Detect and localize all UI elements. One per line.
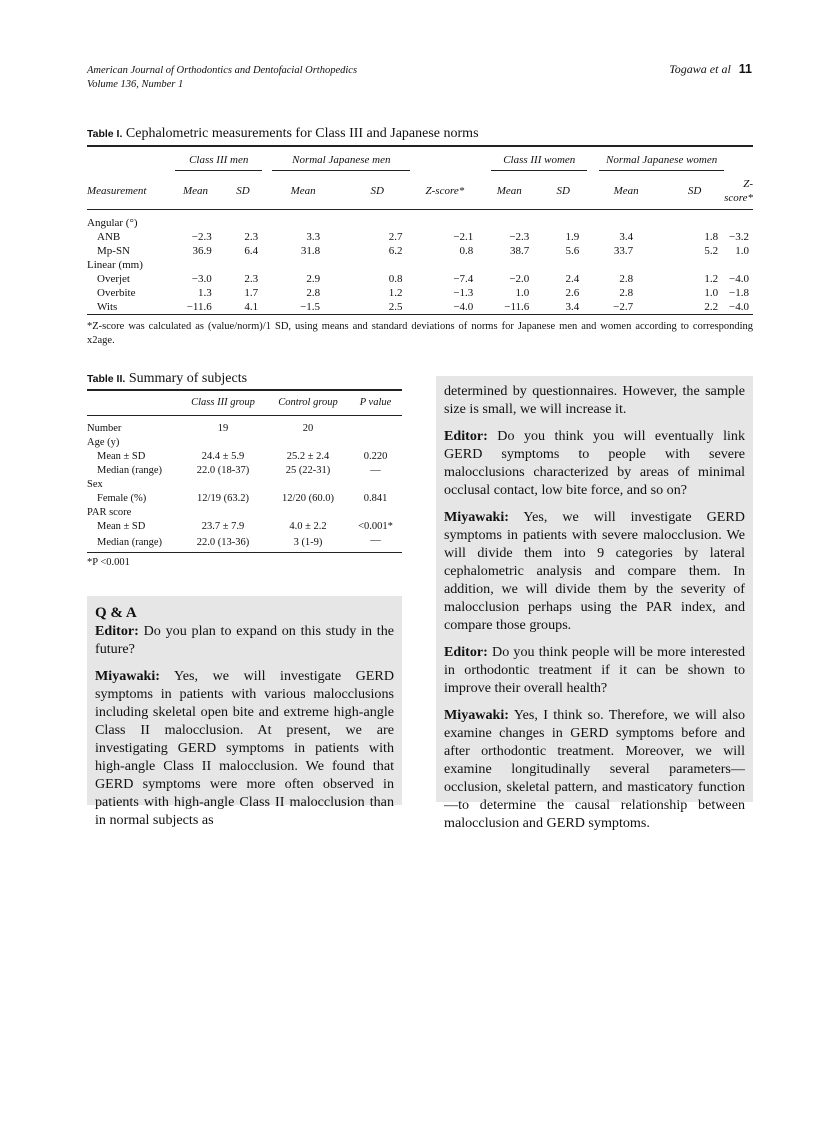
table-cell: −11.6 — [186, 301, 212, 313]
table-cell: 1.0 — [704, 287, 719, 299]
table-cell: −3.0 — [191, 273, 212, 285]
speaker: Miyawaki: — [444, 509, 509, 525]
qa-box-right — [436, 376, 753, 831]
table-cell: 3.3 — [306, 231, 321, 243]
table-cell: 20 — [302, 423, 314, 434]
group-header: Class III men — [175, 153, 262, 171]
table-cell — [344, 210, 410, 231]
table-cell — [539, 210, 587, 231]
table-cell: −2.3 — [191, 231, 212, 243]
table-row — [87, 450, 402, 464]
table-1-footnote: *Z-score was calculated as (value/norm)/1 SD, using means and standard deviations of norms for Japanese men and women according to corresponding x2age. — [87, 321, 753, 346]
table-cell — [262, 258, 344, 272]
table-cell: −2.1 — [453, 231, 474, 243]
authors: Togawa et al — [669, 62, 731, 76]
table-cell: 1.0 — [735, 245, 749, 257]
qa-text: Yes, I think so. Therefore, we will also examine changes in GERD symptoms before and after orthodontic treatment. Moreover, we will examine longitudinally several parameters—occlusion, skeletal pattern, and masticatory function—to determine the causal relationship between malocclusion and GERD symptoms. — [444, 707, 745, 831]
column-header: P value — [359, 397, 392, 408]
table-cell — [167, 258, 223, 272]
row-label: Angular (°) — [87, 217, 138, 229]
table-cell — [224, 210, 262, 231]
qa-paragraph — [444, 643, 745, 697]
column-header: Mean — [183, 185, 209, 197]
table-cell — [349, 416, 402, 437]
table-cell: 33.7 — [613, 245, 634, 257]
table-cell — [262, 210, 344, 231]
table-cell — [179, 506, 267, 520]
table-cell — [724, 258, 753, 272]
table-cell: — — [370, 465, 381, 476]
table-cell: 2.8 — [619, 287, 634, 299]
qa-text: Do you think you will eventually link GERD symptoms to people with severe malocclusions characterized by areas of minimal occlusal contact, low bite force, and so on? — [444, 428, 745, 498]
table-cell: 3 (1-9) — [293, 537, 323, 548]
column-header: Z-score* — [724, 178, 753, 204]
speaker: Editor: — [95, 623, 139, 639]
table-cell: 6.4 — [244, 245, 259, 257]
qa-paragraph — [444, 508, 745, 634]
row-label: Wits — [97, 301, 118, 313]
table-cell: 24.4 ± 5.9 — [201, 451, 245, 462]
table-cell — [267, 436, 349, 450]
qa-paragraph — [444, 427, 745, 499]
table-row — [87, 244, 753, 258]
table-row — [87, 520, 402, 534]
table-cell: 4.0 ± 2.2 — [289, 521, 327, 532]
group-header: Normal Japanese women — [599, 153, 724, 171]
table-cell: 0.220 — [363, 451, 388, 462]
table-cell — [665, 210, 724, 231]
table-row — [87, 534, 402, 552]
table-cell: −7.4 — [453, 273, 474, 285]
table-cell — [587, 210, 665, 231]
table-cell — [479, 258, 539, 272]
row-label: Overbite — [97, 287, 136, 299]
qa-box-left — [87, 596, 402, 828]
table-cell: 2.3 — [244, 231, 259, 243]
table-cell: 36.9 — [192, 245, 212, 257]
table-cell: 23.7 ± 7.9 — [201, 521, 245, 532]
table-cell: 4.1 — [244, 301, 259, 313]
column-header: Class III group — [191, 397, 255, 408]
row-label: Median (range) — [97, 537, 163, 548]
table-row — [87, 416, 402, 437]
qa-text: Yes, we will investigate GERD symptoms in patients with various malocclusions including skeletal open bite and extreme high-angle Class II malocclusion. At present, we are investigating GERD symptoms in patients with high-angle Class II malocclusion. We found that GERD symptoms were more often observed in patients with high-angle Class II malocclusion than in normal subjects as — [95, 668, 394, 828]
table-cell: −1.8 — [729, 287, 749, 299]
speaker: Editor: — [444, 644, 488, 660]
table-cell — [267, 478, 349, 492]
table-cell: 22.0 (13-36) — [196, 537, 250, 548]
row-label: PAR score — [87, 507, 132, 518]
table-cell: 2.9 — [306, 273, 321, 285]
table-cell — [410, 210, 479, 231]
table-cell: 2.2 — [704, 301, 719, 313]
table-row — [87, 210, 753, 231]
table-row — [87, 478, 402, 492]
running-header-author — [669, 62, 752, 77]
table-cell: 12/20 (60.0) — [282, 493, 334, 504]
table-cell: 3.4 — [565, 301, 580, 313]
table-row — [87, 258, 753, 272]
table-cell: −4.0 — [729, 301, 749, 313]
table-cell: 1.7 — [244, 287, 259, 299]
table-cell: −2.7 — [613, 301, 634, 313]
table-cell — [724, 210, 753, 231]
table-cell: 2.8 — [619, 273, 634, 285]
qa-title: Q & A — [95, 605, 137, 621]
table-2-footnote: *P <0.001 — [87, 557, 130, 568]
qa-paragraph — [95, 622, 394, 658]
table-2 — [87, 371, 402, 570]
table-cell: 12/19 (63.2) — [197, 493, 249, 504]
column-header: Mean — [290, 185, 316, 197]
speaker: Editor: — [444, 428, 488, 444]
table-cell: 1.0 — [515, 287, 530, 299]
table-cell: <0.001* — [358, 521, 393, 532]
row-label: Age (y) — [87, 437, 120, 448]
table-cell — [179, 478, 267, 492]
table-cell — [167, 210, 223, 231]
table-2-caption: Table II. Summary of subjects — [87, 371, 248, 386]
table-row — [87, 230, 753, 244]
column-header: SD — [236, 185, 250, 197]
column-header: Mean — [613, 185, 639, 197]
row-label: Mp-SN — [97, 245, 131, 257]
column-header: SD — [556, 185, 570, 197]
table-cell: 1.9 — [565, 231, 580, 243]
table-cell — [344, 258, 410, 272]
table-cell: −2.0 — [509, 273, 530, 285]
table-cell — [349, 478, 402, 492]
table-cell: 1.8 — [704, 231, 719, 243]
page-number: 11 — [738, 62, 752, 76]
column-header: Control group — [278, 397, 338, 408]
row-label: Median (range) — [97, 465, 163, 476]
qa-paragraph — [444, 382, 745, 418]
table-cell: 2.8 — [306, 287, 321, 299]
table-cell — [410, 258, 479, 272]
table-cell: 5.2 — [704, 245, 719, 257]
table-cell — [224, 258, 262, 272]
table-cell: 3.4 — [619, 231, 634, 243]
table-cell — [267, 506, 349, 520]
column-header: Measurement — [87, 185, 147, 197]
table-cell: 2.6 — [565, 287, 580, 299]
group-header: Normal Japanese men — [272, 153, 410, 171]
column-header — [87, 390, 179, 416]
table-cell — [479, 210, 539, 231]
table-cell — [349, 506, 402, 520]
table-cell — [349, 436, 402, 450]
group-header: Class III women — [491, 153, 587, 171]
table-cell — [665, 258, 724, 272]
qa-paragraph — [95, 667, 394, 829]
table-row — [87, 506, 402, 520]
table-cell: −2.3 — [509, 231, 530, 243]
table-cell: 31.8 — [300, 245, 321, 257]
row-label: Mean ± SD — [97, 521, 146, 532]
table-cell — [587, 258, 665, 272]
table-cell: 1.2 — [388, 287, 403, 299]
table-cell: 2.5 — [388, 301, 403, 313]
table-cell: 25 (22-31) — [285, 465, 331, 476]
table-cell: −3.2 — [729, 231, 749, 243]
table-cell: 0.8 — [459, 245, 474, 257]
table-cell: −1.5 — [300, 301, 321, 313]
qa-text: Do you think people will be more interested in orthodontic treatment if it can be shown to improve their overall health? — [444, 644, 745, 696]
table-cell — [539, 258, 587, 272]
table-cell: 1.2 — [704, 273, 719, 285]
table-cell: — — [370, 535, 381, 546]
table-cell: 5.6 — [565, 245, 580, 257]
table-1 — [87, 126, 753, 348]
table-cell: −4.0 — [729, 273, 749, 285]
table-cell: −1.3 — [453, 287, 474, 299]
table-cell: 2.4 — [565, 273, 580, 285]
table-row — [87, 464, 402, 478]
speaker: Miyawaki: — [95, 668, 160, 684]
table-row — [87, 286, 753, 300]
table-cell: 22.0 (18-37) — [196, 465, 250, 476]
qa-text: determined by questionnaires. However, the sample size is small, we will increase it. — [444, 383, 745, 417]
column-header: Mean — [496, 185, 522, 197]
running-header-journal — [87, 64, 357, 92]
journal-name: American Journal of Orthodontics and Dentofacial Orthopedics — [87, 65, 358, 76]
qa-text: Yes, we will investigate GERD symptoms in patients with severe malocclusion. We will divide them into 9 categories by lateral cephalometric analysis and compare them. In addition, we will divide them by the severity of malocclusion perhaps using the PAR index, and compare those groups. — [444, 509, 745, 633]
row-label: Female (%) — [97, 493, 147, 504]
table-row — [87, 300, 753, 314]
qa-text: Do you plan to expand on this study in the future? — [95, 623, 394, 657]
table-cell: 0.841 — [363, 493, 388, 504]
table-cell — [179, 436, 267, 450]
journal-volume: Volume 136, Number 1 — [87, 79, 184, 90]
table-cell: 38.7 — [510, 245, 530, 257]
speaker: Miyawaki: — [444, 707, 509, 723]
table-cell: 1.3 — [198, 287, 212, 299]
table-row — [87, 492, 402, 506]
row-label: Sex — [87, 479, 103, 490]
row-label: ANB — [97, 231, 121, 243]
table-cell: −4.0 — [453, 301, 474, 313]
column-header: SD — [687, 185, 702, 197]
row-label: Mean ± SD — [97, 451, 146, 462]
row-label: Number — [87, 423, 122, 434]
table-cell: 19 — [217, 423, 229, 434]
table-cell: 2.7 — [388, 231, 403, 243]
table-cell: 6.2 — [388, 245, 403, 257]
table-cell: 25.2 ± 2.4 — [286, 451, 330, 462]
table-row — [87, 436, 402, 450]
qa-paragraph — [444, 706, 745, 832]
table-row — [87, 272, 753, 286]
table-cell: −11.6 — [504, 301, 530, 313]
table-cell: 0.8 — [388, 273, 403, 285]
table-1-caption: Table I. Cephalometric measurements for Class III and Japanese norms — [87, 126, 479, 141]
column-header: Z-score* — [425, 185, 465, 197]
row-label: Overjet — [97, 273, 130, 285]
table-cell: 2.3 — [244, 273, 259, 285]
row-label: Linear (mm) — [87, 259, 143, 271]
column-header: SD — [370, 185, 384, 197]
